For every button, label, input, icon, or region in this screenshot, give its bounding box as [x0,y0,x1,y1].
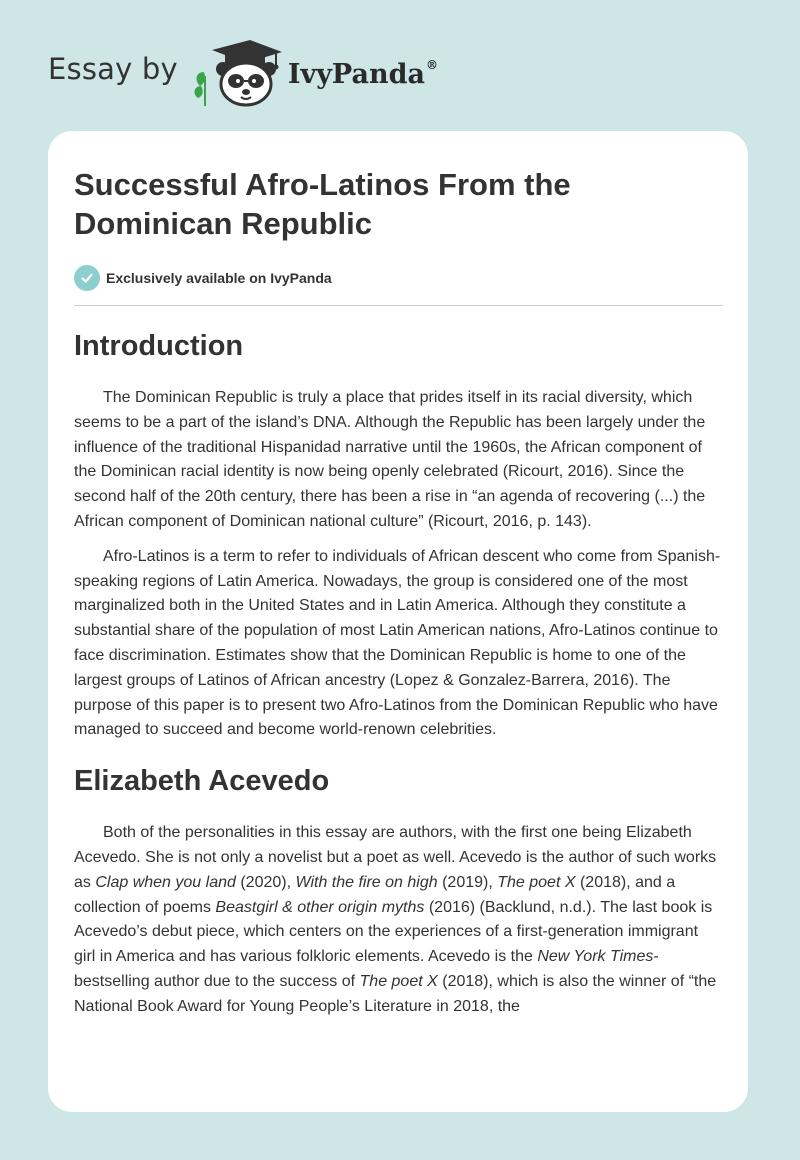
site-header [48,36,438,108]
panda-graduate-logo-icon[interactable] [192,36,284,108]
paragraph-acevedo-1: Both of the personalities in this essay are authors, with the first one being Elizabeth Acevedo. She is not only a novelist but a poet as well. Acevedo is the author of such works as Clap when you land (2020), With the fire on high (2019), The poet X (2018), and a collection of poems Beastgirl & other origin myths (2016) (Backlund, n.d.). The last book is Acevedo’s debut piece, which centers on the experiences of a first-generation immigrant girl in America and has various folkloric elements. Acevedo is the New York Times-bestselling author due to the success of The poet X (2018), which is also the winner of “the National Book Award for Young People’s Literature in 2018, the [74,824,717,1015]
article-content [74,165,723,1020]
paragraph-intro-2: Afro-Latinos is a term to refer to individuals of African descent who come from Spanish-speaking regions of Latin America. Nowadays, the group is considered one of the most marginalized both in the United States and in Latin America. Although they constitute a substantial share of the population of most Latin American nations, Afro-Latinos continue to face discrimination. Estimates show that the Dominican Republic is home to one of the largest groups of Latinos of African ancestry (Lopez & Gonzalez-Barrera, 2016). The purpose of this paper is to present two Afro-Latinos from the Dominican Republic who have managed to succeed and become world-renown celebrities. [74,547,721,739]
exclusive-badge-text: Exclusively available on IvyPanda [106,270,332,286]
divider [74,305,723,306]
exclusive-badge [74,265,723,291]
section-heading-introduction: Introduction [74,330,244,362]
section-heading-elizabeth-acevedo: Elizabeth Acevedo [74,765,330,798]
registered-mark: ® [425,57,438,72]
paragraph-intro-1: The Dominican Republic is truly a place that prides itself in its racial diversity, which seems to be a part of the island’s DNA. Although the Republic has been largely under the influence of the traditional Hispanidad narrative until the 1960s, the African component of the Dominican racial identity is now being openly celebrated (Ricourt, 2016). Since the second half of the 20th century, there has been a rise in “an agenda of recovering (...) the African component of Dominican national culture” (Ricourt, 2016, p. 143). [74,389,706,530]
check-circle-icon [74,265,100,291]
page-title: Successful Afro-Latinos From the Dominican Republic [74,167,571,241]
essay-by-label: Essay by [48,52,178,86]
brand-name[interactable]: IvyPanda® [287,57,438,90]
article-card [48,131,748,1112]
